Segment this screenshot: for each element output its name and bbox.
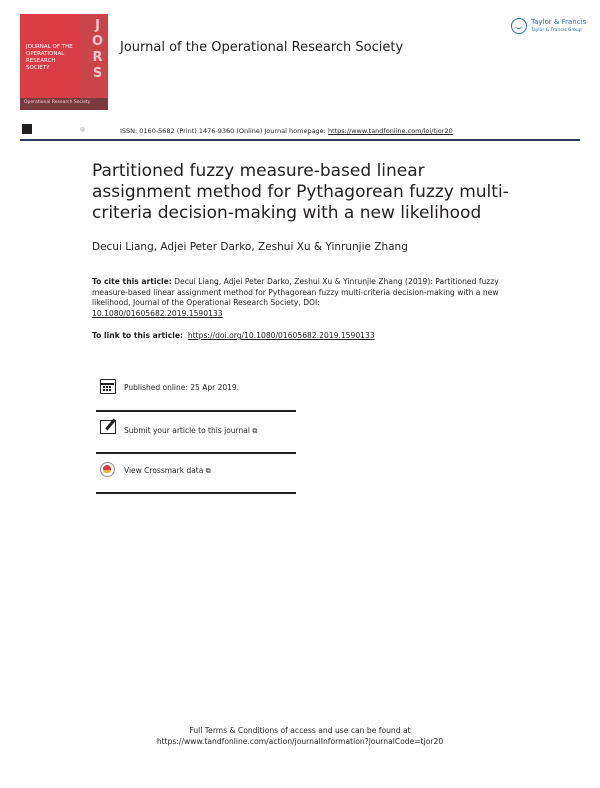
crossmark-icon-bottom xyxy=(103,470,111,473)
info-divider xyxy=(96,492,296,494)
publisher-logo-icon xyxy=(511,18,527,34)
publisher-group: Taylor & Francis Group xyxy=(531,28,582,33)
terms-text: Full Terms & Conditions of access and use can be found at xyxy=(189,726,411,735)
cover-logo-mark: JORS xyxy=(90,18,105,82)
crossmark-text: View Crossmark data xyxy=(124,466,204,475)
society-logo-icon xyxy=(22,124,32,134)
terms-footer xyxy=(0,726,600,747)
article-link-line xyxy=(92,331,375,340)
crossmark-link[interactable] xyxy=(124,466,211,476)
submit-article-link[interactable] xyxy=(124,426,257,436)
taylor-francis-logo[interactable] xyxy=(511,16,591,38)
article-title: Partitioned fuzzy measure-based linear assignment method for Pythagorean fuzzy multi-criteria decision-making with a new likelihood xyxy=(92,161,509,223)
cover-journal-name: JOURNAL OF THE OPERATIONAL RESEARCH SOCIETY xyxy=(26,44,73,71)
article-authors: Decui Liang, Adjei Peter Darko, Zeshui Xu & Yinrunjie Zhang xyxy=(92,241,408,253)
cover-footer-text: Operational Research Society xyxy=(24,100,91,105)
crossmark-row[interactable] xyxy=(96,462,296,480)
citation-doi-link[interactable]: 10.1080/01605682.2019.1590133 xyxy=(92,308,223,318)
terms-link[interactable]: https://www.tandfonline.com/action/journalInformation?journalCode=tjor20 xyxy=(156,736,444,746)
citation-text: Decui Liang, Adjei Peter Darko, Zeshui Xu & Yinrunjie Zhang (2019): Partitioned fuzzy measure-based linear assignment method for Pythagorean fuzzy multi-criteria decision-making with a new likelihood, Journal of the Operational Research Society, DOI: xyxy=(92,277,499,307)
edit-icon xyxy=(100,420,116,434)
calendar-icon xyxy=(100,379,116,394)
partner-logo xyxy=(80,126,106,134)
external-link-icon: ⧉ xyxy=(205,467,211,475)
pen-icon xyxy=(105,419,116,431)
issn-line xyxy=(120,127,453,135)
citation-label: To cite this article: xyxy=(92,277,172,286)
society-logo xyxy=(22,124,54,134)
published-online-text: Published online: 25 Apr 2019. xyxy=(124,383,240,392)
submit-article-text: Submit your article to this journal xyxy=(124,426,250,435)
crossmark-icon xyxy=(100,462,115,477)
info-divider xyxy=(96,410,296,412)
article-link-label: To link to this article: xyxy=(92,331,184,340)
citation-block xyxy=(92,277,512,319)
journal-title: Journal of the Operational Research Society xyxy=(120,40,404,55)
publisher-name: Taylor & Francis xyxy=(531,18,587,26)
info-divider xyxy=(96,452,296,454)
journal-homepage-link[interactable]: https://www.tandfonline.com/loi/tjor20 xyxy=(327,127,453,135)
issn-text: ISSN: 0160-5682 (Print) 1476-9360 (Online) Journal homepage: xyxy=(120,127,328,135)
journal-cover xyxy=(20,14,108,110)
published-online-row xyxy=(96,379,296,397)
external-link-icon: ⧉ xyxy=(252,427,258,435)
partner-logo-icon xyxy=(80,127,85,132)
cover-footer-band xyxy=(20,98,108,110)
header-divider xyxy=(20,139,580,141)
submit-article-row[interactable] xyxy=(96,420,296,438)
article-doi-link[interactable]: https://doi.org/10.1080/01605682.2019.1590133 xyxy=(187,331,375,340)
